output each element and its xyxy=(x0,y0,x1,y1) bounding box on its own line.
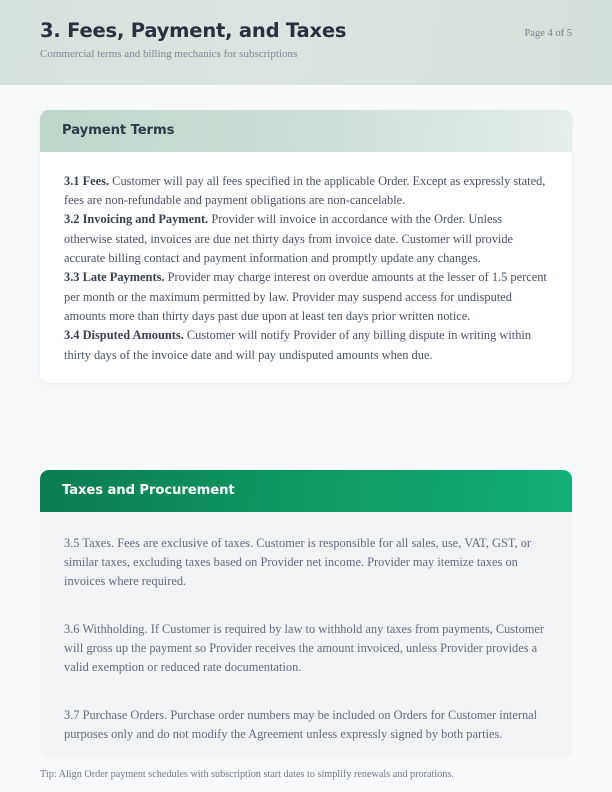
clause-label: 3.2 Invoicing and Payment. xyxy=(64,212,209,227)
card-title-taxes-and-procurement: Taxes and Procurement xyxy=(62,483,235,498)
clause-paragraph: 3.5 Taxes. Fees are exclusive of taxes. Customer is responsible for all sales, use, VAT, GST, or similar taxes, excluding taxes based on Provider net income. Provider may itemize taxes on invoices where required. xyxy=(64,535,532,589)
page-indicator: Page 4 of 5 xyxy=(524,28,572,39)
clause-text: Customer will notify Provider of any billing dispute in writing within thirty days of the invoice date and will pay undisputed amounts when due. xyxy=(64,328,532,362)
card-title-payment-terms: Payment Terms xyxy=(62,123,175,138)
card-body-payment-terms xyxy=(40,152,572,383)
card-body-taxes-and-procurement xyxy=(40,512,572,759)
clause-label: 3.1 Fees. xyxy=(64,173,110,188)
card-header-payment-terms xyxy=(40,110,572,152)
clause-label: 3.3 Late Payments. xyxy=(64,270,165,285)
clause-label: 3.4 Disputed Amounts. xyxy=(64,328,184,343)
page-header-text-group xyxy=(40,20,572,62)
clause-paragraph xyxy=(64,210,548,268)
clause-paragraph: 3.7 Purchase Orders. Purchase order numbers may be included on Orders for Customer internal purposes only and do not modify the Agreement unless expressly signed by both parties. xyxy=(64,707,538,741)
page-header-band xyxy=(0,0,612,85)
page-subtitle: Commercial terms and billing mechanics for subscriptions xyxy=(40,48,298,61)
footer-tip: Tip: Align Order payment schedules with subscription start dates to simplify renewals and prorations. xyxy=(40,769,454,780)
clause-text: Provider may charge interest on overdue amounts at the lesser of 1.5 percent per month or the maximum permitted by law. Provider may suspend access for undisputed amounts more than thirty days past due upon at least ten days prior written notice. xyxy=(64,270,547,323)
page-title: 3. Fees, Payment, and Taxes xyxy=(40,19,347,42)
card-header-taxes-and-procurement xyxy=(40,470,572,512)
clause-text: Customer will pay all fees specified in the applicable Order. Except as expressly stated, fees are non-refundable and payment obligations are non-cancelable. xyxy=(64,173,546,207)
clause-paragraph: 3.6 Withholding. If Customer is required by law to withhold any taxes from payments, Customer will gross up the payment so Provider receives the amount invoiced, unless Provider provides a valid exemption or reduced rate documentation. xyxy=(64,621,545,675)
section-card-taxes-and-procurement xyxy=(40,470,572,759)
clause-paragraph xyxy=(64,268,548,326)
section-card-payment-terms xyxy=(40,110,572,383)
clause-paragraph xyxy=(64,326,548,365)
clause-paragraph xyxy=(64,172,548,211)
clause-text: Provider will invoice in accordance with the Order. Unless otherwise stated, invoices are due net thirty days from invoice date. Customer will provide accurate billing contact and payment information and promptly update any changes. xyxy=(64,212,514,265)
